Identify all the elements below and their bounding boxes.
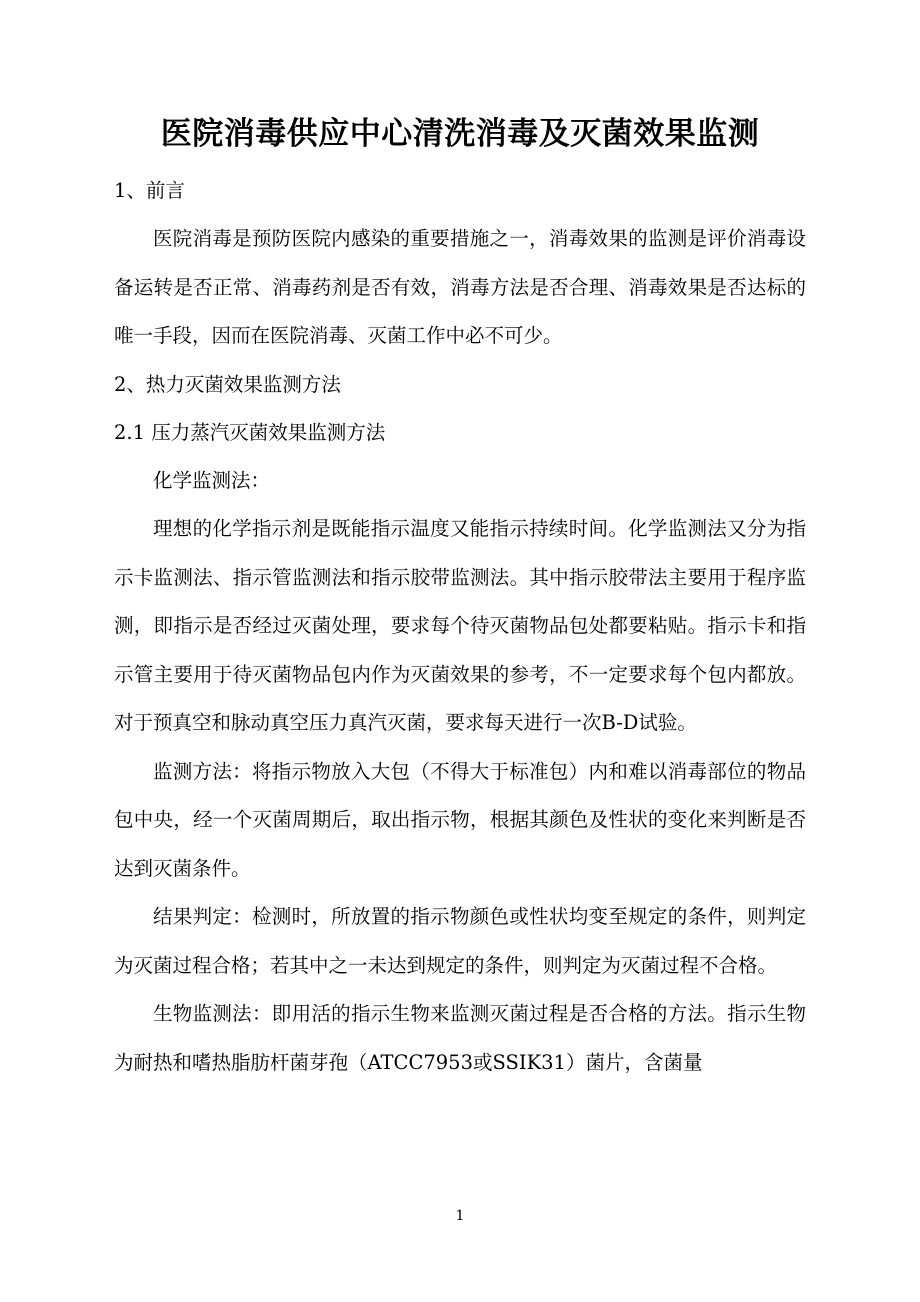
page-number: 1 — [455, 1208, 465, 1224]
document-title: 医院消毒供应中心清洗消毒及灭菌效果监测 — [160, 116, 760, 152]
section-heading-thermal-methods: 2、热力灭菌效果监测方法 — [114, 372, 341, 396]
paragraph-chemical-method-label: 化学监测法： — [153, 468, 271, 492]
paragraph-result-judgement: 结果判定：检测时，所放置的指示物颜色或性状均变至规定的条件，则判定为灭菌过程合格；若其中之一未达到规定的条件，则判定为灭菌过程不合格。 — [114, 905, 806, 977]
subsection-heading-pressure-steam: 2.1 压力蒸汽灭菌效果监测方法 — [114, 420, 386, 444]
paragraph-chemical-indicator: 理想的化学指示剂是既能指示温度又能指示持续时间。化学监测法又分为指示卡监测法、指示管监测法和指示胶带监测法。其中指示胶带法主要用于程序监测，即指示是否经过灭菌处理，要求每个待灭菌物品包处都要粘贴。指示卡和指示管主要用于待灭菌物品包内作为灭菌效果的参考，不一定要求每个包内都放。对于预真空和脉动真空压力真汽灭菌，要求每天进行一次B-D试验。 — [114, 517, 806, 734]
paragraph-biological-method: 生物监测法：即用活的指示生物来监测灭菌过程是否合格的方法。指示生物为耐热和嗜热脂肪杆菌芽孢（ATCC7953或SSIK31）菌片，含菌量 — [114, 1002, 806, 1074]
section-heading-preface: 1、前言 — [114, 179, 185, 202]
paragraph-monitoring-method: 监测方法：将指示物放入大包（不得大于标准包）内和难以消毒部位的物品包中央，经一个灭菌周期后，取出指示物，根据其颜色及性状的变化来判断是否达到灭菌条件。 — [114, 759, 806, 880]
document-body — [114, 167, 806, 1087]
paragraph-preface: 医院消毒是预防医院内感染的重要措施之一，消毒效果的监测是评价消毒设备运转是否正常、消毒药剂是否有效，消毒方法是否合理、消毒效果是否达标的唯一手段，因而在医院消毒、灭菌工作中必不可少。 — [114, 227, 806, 347]
